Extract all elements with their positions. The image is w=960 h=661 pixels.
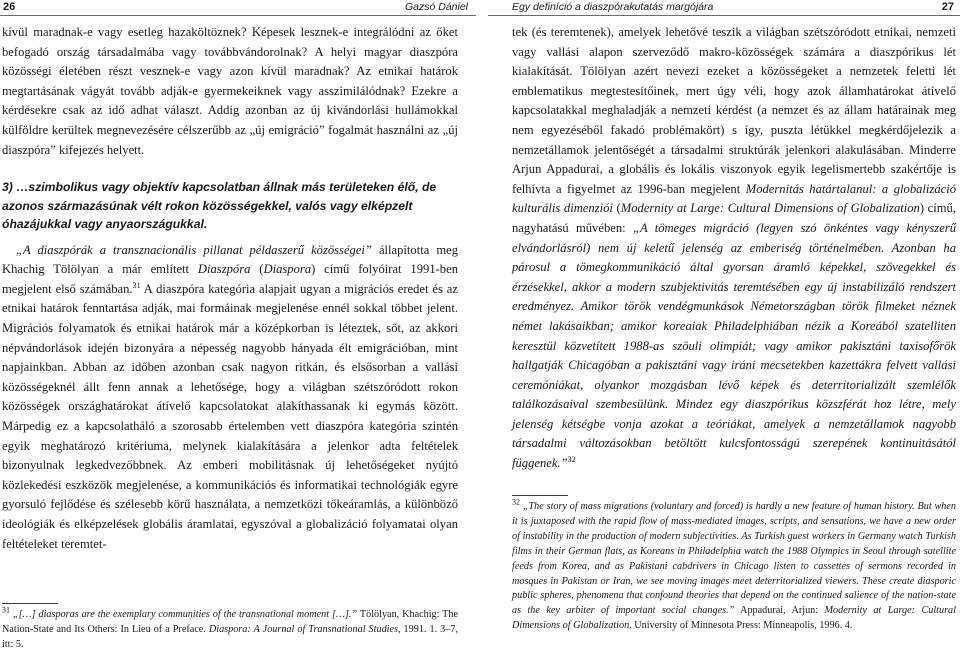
- footnote-ref[interactable]: 32: [567, 454, 576, 464]
- header-rule: [488, 15, 960, 16]
- text: tek (és teremtenek), amelyek lehetővé teszik a világban szétszóródott etnikai, nemzeti vagy vallási alapon szerveződő makro-közösségek számára a diaszpórikus lét kialakítását. Tölölyan azért nevezi ezeket a közösségeket a nemzetek feletti lét emblematikus megtestesítőinek, mert úgy véli, hogy azok államhatárokat átívelő kapcsolatakkal meghaladják a nemzeti kérdést (a nemzet és az állam határainak meg nem egyezéséből fakadó problémakört) s így, puszta létükkel megkérdőjelezik a nemzetállamok jelentőségét a társadalmi struktúrák jelenkori alakulásában. Minderre Arjun Appadurai, a globális és lokális viszonyok egyik legelismertebb szakértője is felhívta a figyelmet az 1996-ban megjelent: [512, 25, 956, 196]
- quote-text: „A diaszpórák a transznacionális pillanat példaszerű közösségei”: [16, 242, 372, 257]
- footnote-text: . University of Minnesota Press: Minneapolis, 1996. 4.: [629, 620, 853, 632]
- footnote-number: 31: [2, 605, 10, 615]
- page-number-left: 26: [3, 1, 16, 13]
- page-number-right: 27: [941, 1, 954, 13]
- text: (: [250, 262, 264, 277]
- paragraph: [2, 241, 458, 555]
- footnote-number: 32: [512, 497, 520, 507]
- footnote-journal: Diaspora: A Journal of Transnational Studies: [208, 623, 398, 635]
- footnote-32: [512, 497, 956, 634]
- footnote-quote: „The story of mass migrations (voluntary and forced) is hardly a new feature of human history. But when it is juxtaposed with the rapid flow of mass-mediated images, scripts, and sensations, we have a new order of instability in the production of modern subjectivities. As Turkish guest workers in Germany watch Turkish films in their German flats, as Koreans in Philadelphia watch the 1988 Olympics in Seoul through satellite feeds from Korea, and as Pakistani cabdrivers in Chicago listen to cassettes of sermons recorded in mosques in Pakistan or Iran, we see moving images meet deterritorialized viewers. These create diasporic public spheres, phenomena that confound theories that depend on the continued salience of the nation-state as the key arbiter of important social changes.”: [512, 501, 956, 617]
- right-body: [512, 23, 956, 474]
- text: állapította meg Khachig Tölölyan a már említett: [2, 242, 458, 277]
- footnote-text: Tölölyan, Khachig: The Nation-State and Its Others: In Lieu of a Preface.: [2, 609, 459, 635]
- text: (: [612, 201, 621, 216]
- text: ) című, nagyhatású művében:: [512, 201, 957, 235]
- running-head-right: [488, 0, 960, 18]
- journal-title: Diaszpóra: [197, 262, 251, 277]
- header-rule: [0, 15, 476, 16]
- text: című folyóirat 1991-ben megjelent első számában.: [2, 262, 458, 296]
- running-head-title: Egy definíció a diaszpórakutatás margójára: [512, 1, 714, 13]
- quote-text: „A tömeges migráció (legyen szó önkéntes vagy kényszerű elvándorlásról) nem új keletű jelenség az emberiség történelmében. Azonban ha párosul a tömegkommunikáció által gyorsan áramló képekkel, szövegekkel és érzésekkel, akkor a modern szubjektivitás teremtésében egy új instabilizáló rendszert eredményez. Amikor török vendégmunkások Németországban török filmeket néznek német lakásaikban; amikor koreaiak Philadelphiában nézik a Koreából szatelliten keresztül közvetített 1988-as szöuli olimpiát; vagy amikor pakisztáni taxisofőrök hallgatják Chicagóban a pakisztáni vagy iráni mecsetekben kazettákra felvett vallási ceremóniákat, olyankor mozgásban lévő képek és deterritorializált szemlélők találkozásaival szembesülünk. Mindez egy diaszpórikus közszférát hoz létre, mely jelenség kétségbe vonja azokat a teóriákat, amelyek a nemzetállamok nagyobb társadalmi változásokban betöltött kulcsfontosságú szerepének kontinuitásától függenek.”: [512, 220, 956, 471]
- paragraph: [512, 23, 956, 474]
- journal-title: Diaspora: [263, 262, 312, 277]
- running-head-left: [0, 0, 476, 18]
- footnote-rule: [2, 603, 58, 604]
- text: A diaszpóra kategória alapjait ugyan a migrációs eredet és az etnikai határok fenntartása adják, mai formáinak megjelenése ennél sokkal többet jelent. Migrációs folyamatok és etnikai határok már a középkorban is léteztek, sőt, az akkori népvándorlások idején bizonyára a népesség nagyobb hányada élt emigrációban, mint napjainkban. Abban az időben azonban csak nagyon ritkán, és elsősorban a vallási közösségeknél állt fenn annak a lehetősége, hogy a világban szétszóródott rokon közösségek országhatárokat átívelő kapcsolatokat alakíthassanak ki egymás között. Márpedig ez a kapcsolatháló a szorosabb értelemben vett diaszpóra kategória szintén egyik meghatározó kritériuma, melynek kialakítására a jelenkor adta feltételek bizonyulnak legkedvezőbbnek. Az emberi mobilitásnak új lehetőségeket nyújtó közlekedési eszközök megjelenése, a kommunikációs és informatikai technológiák egyre gyorsuló fejlődése és szélesebb körű használata, a nemzetközi tőkeáramlás, a különböző ideológiák és elképzelések globális áramlatai, egyszóval a globalizáció folyamatai olyan feltételeket teremtet-: [2, 281, 458, 551]
- text: ): [311, 262, 316, 277]
- right-page: [488, 0, 960, 661]
- book-title-en: Modernity at Large: Cultural Dimensions of Globalization: [620, 201, 920, 216]
- left-body: [2, 23, 458, 554]
- running-head-author: Gazsó Dániel: [404, 1, 468, 13]
- footnote-rule: [512, 495, 568, 496]
- left-page: [0, 0, 476, 661]
- book-title: Modernitás határtalanul: a globalizáció kulturális dimenziói: [512, 181, 956, 216]
- footnote-31: [2, 605, 459, 653]
- paragraph: kívül maradnak-e vagy esetleg hazaköltöznek? Képesek lesznek-e integrálódni az őket befogadó ország társadalmába vagy továbbvándorolnak? A helyi magyar diaszpóra közösségi életében részt vesznek-e vagy azon kívül maradnak? Az etnikai határok megtartásának vágyát tovább adják-e gyermekeiknek vagy asszimilálódnak? Ezekre a kérdésekre csak az idő adhat választ. Addig azonban az új kivándorlási hullámokkal külföldre kerültek megnevezésére célszerűbb az „új emigráció” fogalmát használni az „új diaszpóra” kifejezés helyett.: [2, 25, 458, 157]
- footnote-quote: „[…] diasporas are the exemplary communities of the transnational moment […].”: [12, 609, 358, 620]
- footnote-text: , 1991. 1. 3–7, itt: 5.: [2, 623, 459, 650]
- footnote-ref[interactable]: 31: [132, 280, 141, 290]
- section-heading: 3) …szimbolikus vagy objektív kapcsolatban állnak más területeken élő, de azonos származásúnak vélt rokon közösségekkel, valós vagy elképzelt óhazájukkal vagy anyaországukkal.: [2, 180, 437, 232]
- footnote-text: Appadurai, Arjun:: [734, 605, 825, 617]
- footnote-journal: Modernity at Large: Cultural Dimensions of Globalization: [512, 605, 956, 632]
